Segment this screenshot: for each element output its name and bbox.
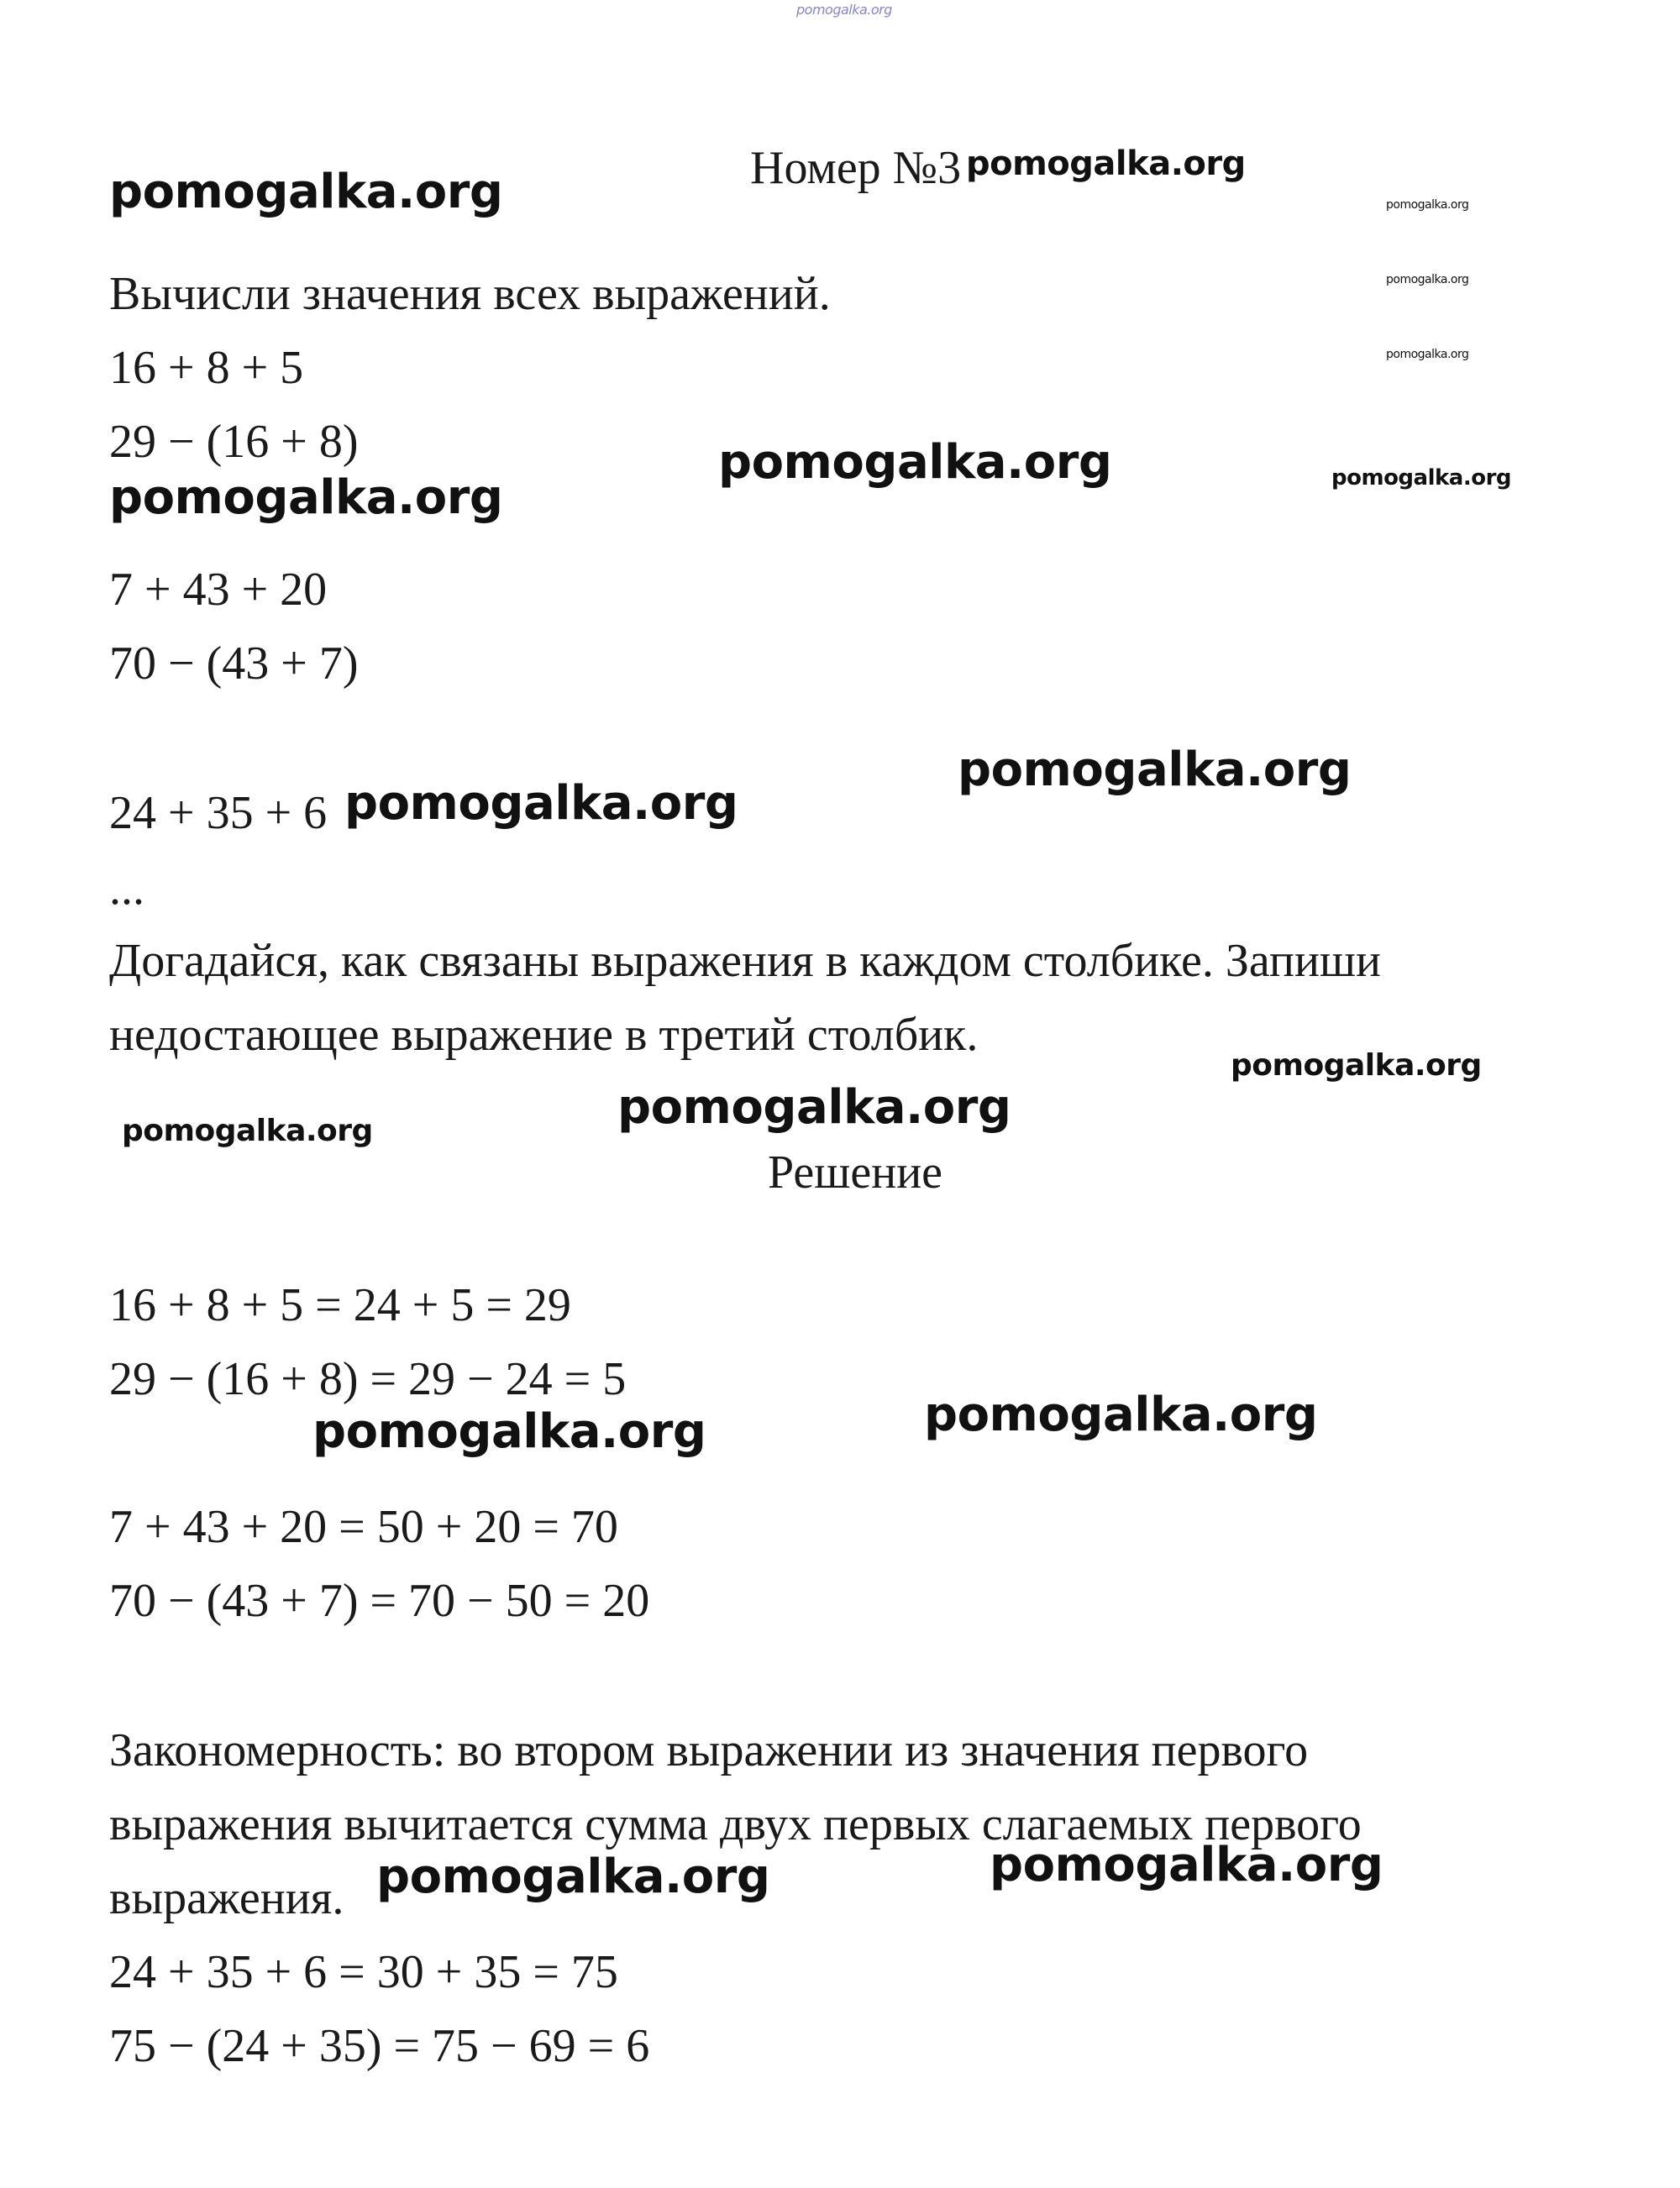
pattern-line: выражения вычитается сумма двух первых слагаемых первого [109, 1798, 1362, 1850]
task-question-line: недостающее выражение в третий столбик. [109, 1009, 979, 1061]
task-expression: 16 + 8 + 5 [109, 342, 304, 394]
watermark: pomogalka.org [1386, 198, 1469, 212]
watermark: pomogalka.org [1331, 465, 1512, 491]
watermark: pomogalka.org [109, 165, 503, 219]
task-expression: 70 − (43 + 7) [109, 638, 359, 690]
watermark: pomogalka.org [1231, 1048, 1482, 1083]
watermark: pomogalka.org [122, 1114, 373, 1148]
solution-line: 16 + 8 + 5 = 24 + 5 = 29 [109, 1279, 571, 1331]
pattern-line: выражения. [109, 1872, 344, 1924]
task-expression: 24 + 35 + 6 [109, 787, 328, 839]
watermark: pomogalka.org [617, 1080, 1011, 1135]
watermark: pomogalka.org [718, 435, 1112, 490]
watermark: pomogalka.org [966, 144, 1246, 183]
page-title: Номер №3 [750, 142, 962, 194]
watermark: pomogalka.org [958, 742, 1352, 797]
solution-heading: Решение [768, 1146, 943, 1199]
watermark: pomogalka.org [990, 1838, 1383, 1892]
solution-line: 24 + 35 + 6 = 30 + 35 = 75 [109, 1946, 618, 1998]
task-question-line: Догадайся, как связаны выражения в каждом столбике. Запиши [109, 935, 1382, 987]
task-ellipsis: ... [109, 863, 144, 915]
watermark: pomogalka.org [312, 1404, 706, 1459]
solution-line: 75 − (24 + 35) = 75 − 69 = 6 [109, 2020, 650, 2072]
top-watermark: pomogalka.org [796, 2, 892, 18]
solution-line: 29 − (16 + 8) = 29 − 24 = 5 [109, 1353, 627, 1405]
solution-line: 70 − (43 + 7) = 70 − 50 = 20 [109, 1575, 650, 1627]
watermark: pomogalka.org [1386, 273, 1469, 286]
solution-line: 7 + 43 + 20 = 50 + 20 = 70 [109, 1501, 618, 1553]
watermark: pomogalka.org [109, 470, 503, 525]
watermark: pomogalka.org [376, 1850, 770, 1904]
task-expression: 29 − (16 + 8) [109, 416, 359, 468]
watermark: pomogalka.org [1386, 348, 1469, 361]
task-instruction: Вычисли значения всех выражений. [109, 268, 831, 320]
watermark: pomogalka.org [344, 776, 738, 831]
task-expression: 7 + 43 + 20 [109, 564, 328, 616]
pattern-line: Закономерность: во втором выражении из значения первого [109, 1724, 1309, 1776]
watermark: pomogalka.org [924, 1388, 1318, 1442]
